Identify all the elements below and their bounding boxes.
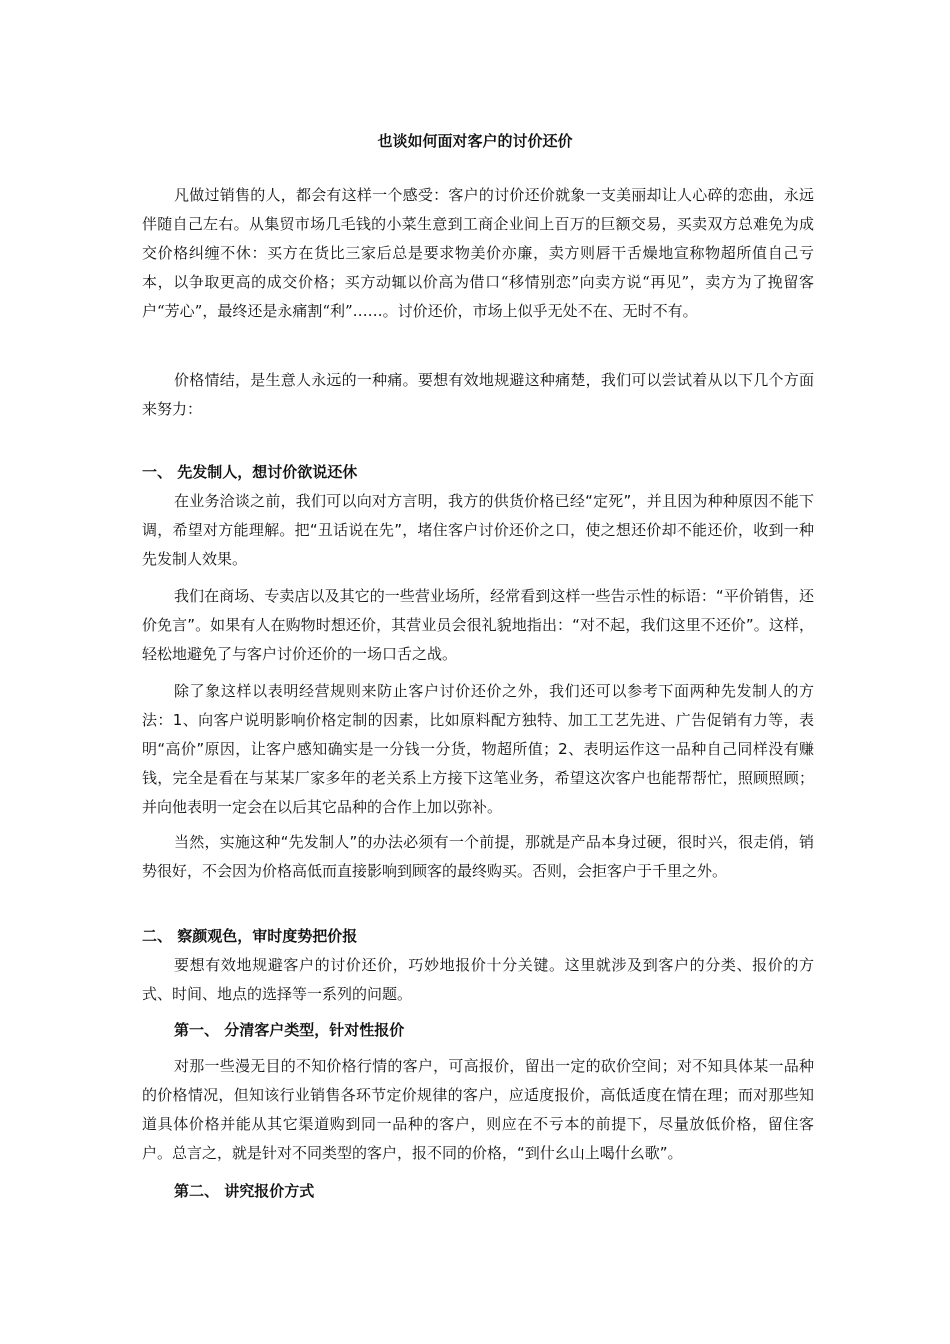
section-1-paragraph-3: 除了象这样以表明经营规则来防止客户讨价还价之外，我们还可以参考下面两种先发制人的方法：1、向客户说明影响价格定制的因素，比如原料配方独特、加工工艺先进、广告促销有力等，表明“高价”原因，让客户感知确实是一分钱一分货，物超所值；2、表明运作这一品种自己同样没有赚钱，完全是看在与某某厂家多年的老关系上方接下这笔业务，希望这次客户也能帮帮忙，照顾照顾；并向他表明一定会在以后其它品种的合作上加以弥补。 [142,682,814,816]
section-1-paragraph-1: 在业务洽谈之前，我们可以向对方言明，我方的供货价格已经“定死”，并且因为种种原因不能下调，希望对方能理解。把“丑话说在先”，堵住客户讨价还价之口，使之想还价却不能还价，收到一种先发制人效果。 [142,492,814,568]
document-title: 也谈如何面对客户的讨价还价 [377,132,573,150]
section-2-sub-2-heading: 第二、 讲究报价方式 [174,1182,315,1200]
section-2-sub-1-paragraph: 对那一些漫无目的不知价格行情的客户，可高报价，留出一定的砍价空间；对不知具体某一品种的价格情况，但知该行业销售各环节定价规律的客户，应适度报价，高低适度在情在理；而对那些知道具体价格并能从其它渠道购到同一品种的客户，则应在不亏本的前提下，尽量放低价格，留住客户。总言之，就是针对不同类型的客户，报不同的价格，“到什幺山上喝什幺歌”。 [142,1057,814,1162]
section-2-sub-1-heading: 第一、 分清客户类型，针对性报价 [174,1021,405,1039]
section-1-heading: 一、 先发制人，想讨价欲说还休 [142,463,358,481]
section-2-heading: 二、 察颜观色，审时度势把价报 [142,927,358,945]
section-1-paragraph-4: 当然，实施这种“先发制人”的办法必须有一个前提，那就是产品本身过硬，很时兴，很走俏，销势很好，不会因为价格高低而直接影响到顾客的最终购买。否则，会拒客户于千里之外。 [142,833,814,880]
lead-paragraph: 价格情结，是生意人永远的一种痛。要想有效地规避这种痛楚，我们可以尝试着从以下几个方面来努力： [142,371,814,418]
section-2-intro: 要想有效地规避客户的讨价还价，巧妙地报价十分关键。这里就涉及到客户的分类、报价的方式、时间、地点的选择等一系列的问题。 [142,956,814,1003]
section-1-paragraph-2: 我们在商场、专卖店以及其它的一些营业场所，经常看到这样一些告示性的标语：“平价销售，还价免言”。如果有人在购物时想还价，其营业员会很礼貌地指出：“对不起，我们这里不还价”。这样，轻松地避免了与客户讨价还价的一场口舌之战。 [142,587,814,663]
intro-paragraph: 凡做过销售的人，都会有这样一个感受：客户的讨价还价就象一支美丽却让人心碎的恋曲，永远伴随自己左右。从集贸市场几毛钱的小菜生意到工商企业间上百万的巨额交易，买卖双方总难免为成交价格纠缠不休：买方在货比三家后总是要求物美价亦廉，卖方则唇干舌燥地宣称物超所值自己亏本，以争取更高的成交价格；买方动辄以价高为借口“移情别恋”向卖方说“再见”，卖方为了挽留客户“芳心”，最终还是永痛割“利”……。讨价还价，市场上似乎无处不在、无时不有。 [142,186,814,320]
